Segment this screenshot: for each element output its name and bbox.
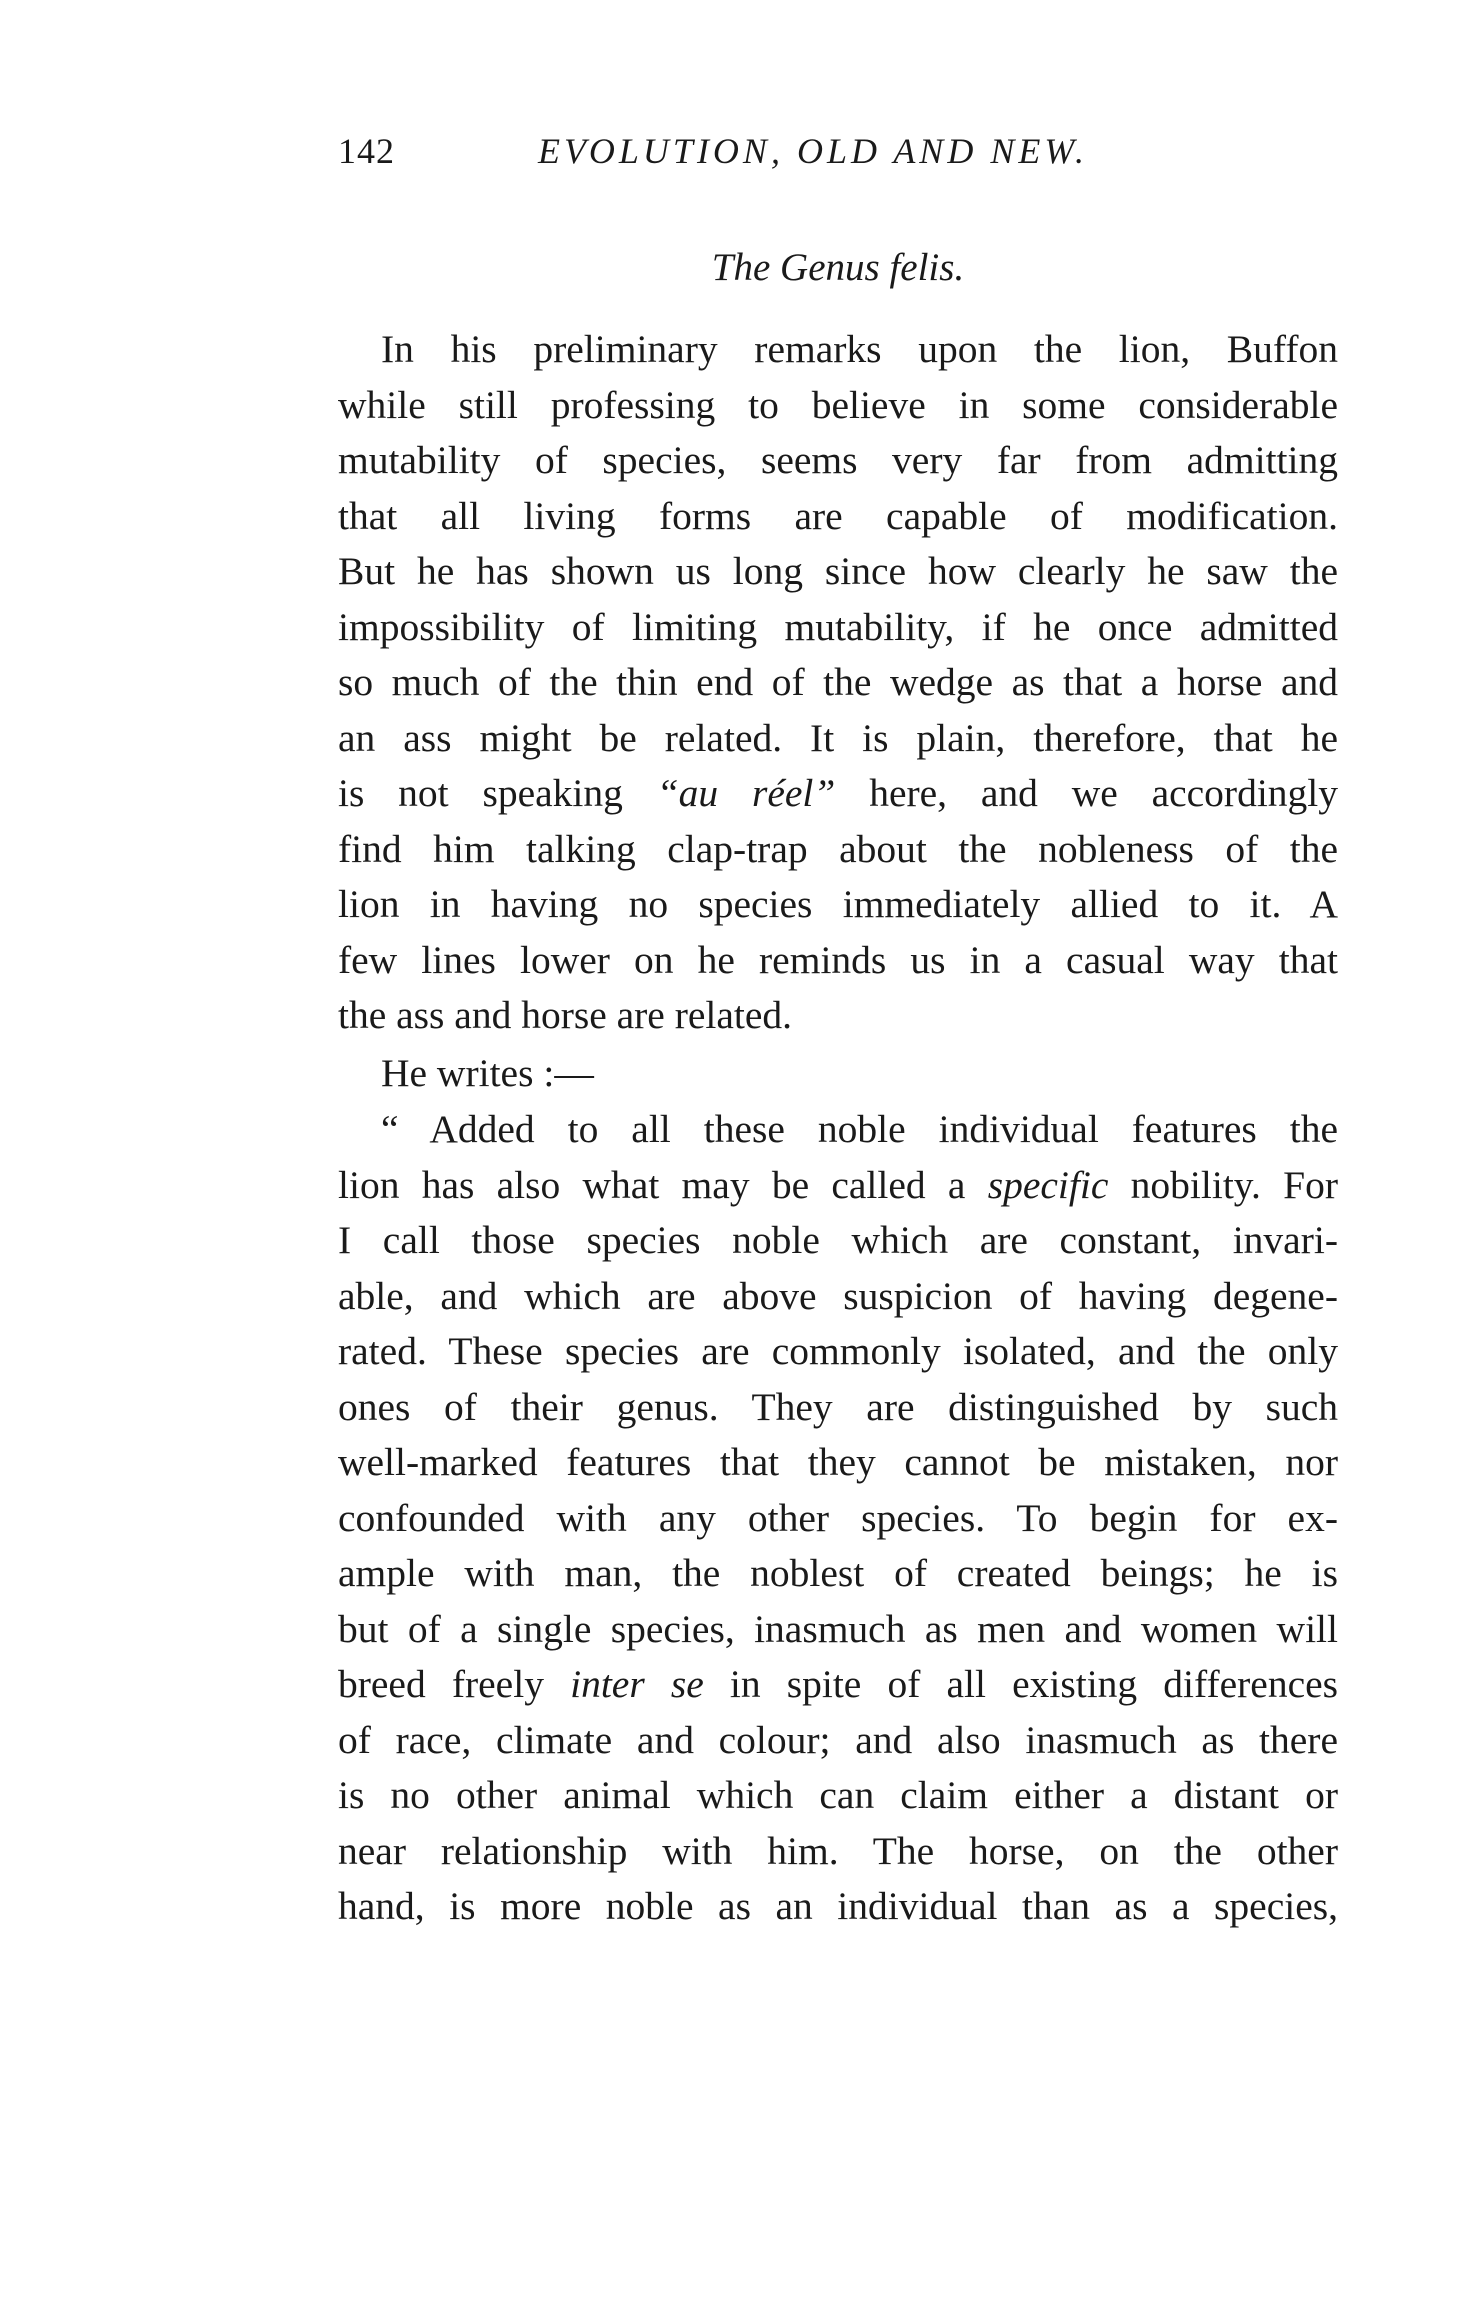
text-line: ample with man, the noblest of created beings; he is [338,1551,1338,1595]
text-line: I call those species noble which are constant, invari- [338,1218,1338,1262]
page-header [338,126,1338,176]
text-line: near relationship with him. The horse, on the other [338,1828,1338,1873]
paragraph-2 [338,1046,1338,1102]
paragraph-3-quotation [338,1102,1338,1935]
text-line: so much of the thin end of the wedge as that a horse and [338,660,1338,704]
text-line: find him talking clap-trap about the nobleness of the [338,826,1338,871]
text-segment: is not speaking [338,771,623,815]
text-line: ones of their genus. They are distinguished by such [338,1384,1338,1429]
text-line: while still professing to believe in some considerable [338,382,1338,427]
text-line: He writes :— [381,1051,594,1095]
text-line: hand, is more noble as an individual than as a species, [338,1884,1338,1928]
text-line-mixed [338,1657,1338,1713]
text-line: the ass and horse are related. [338,993,793,1037]
text-line: In his preliminary remarks upon the lion, Buffon [381,327,1338,371]
text-line: an ass might be related. It is plain, therefore, that he [338,715,1338,760]
text-segment: lion has also what may be called a [338,1162,966,1207]
text-line: mutability of species, seems very far from admitting [338,438,1338,482]
text-line: impossibility of limiting mutability, if he once admitted [338,604,1338,649]
text-line: but of a single species, inasmuch as men and women will [338,1606,1338,1651]
text-line: “ Added to all these noble individual features the [381,1107,1338,1151]
text-line: able, and which are above suspicion of having degene- [338,1273,1338,1318]
text-segment: in spite of all existing differences [729,1662,1339,1706]
section-title: The Genus felis. [711,246,965,289]
italic-phrase: “au réel” [656,771,836,815]
text-line: is no other animal which can claim either a distant or [338,1773,1338,1817]
italic-phrase: inter se [570,1662,704,1706]
text-segment: breed freely [338,1662,544,1706]
text-line: rated. These species are commonly isolated, and the only [338,1329,1338,1373]
text-line: well-marked features that they cannot be mistaken, nor [338,1440,1338,1484]
running-head: EVOLUTION, OLD AND NEW. [538,131,1088,171]
italic-word: specific [987,1162,1109,1207]
paragraph-1 [338,322,1338,1044]
text-line: But he has shown us long since how clearly he saw the [338,549,1338,593]
text-line-mixed [338,766,1338,822]
text-line: that all living forms are capable of modification. [338,493,1338,538]
page-number: 142 [338,131,395,171]
text-segment: here, and we accordingly [869,771,1339,815]
text-line: of race, climate and colour; and also inasmuch as there [338,1717,1338,1762]
text-segment: nobility. For [1130,1162,1338,1207]
text-line: lion in having no species immediately allied to it. A [338,882,1338,926]
text-line: few lines lower on he reminds us in a casual way that [338,937,1338,982]
text-line-mixed [338,1158,1338,1214]
text-line: confounded with any other species. To begin for ex- [338,1495,1338,1540]
